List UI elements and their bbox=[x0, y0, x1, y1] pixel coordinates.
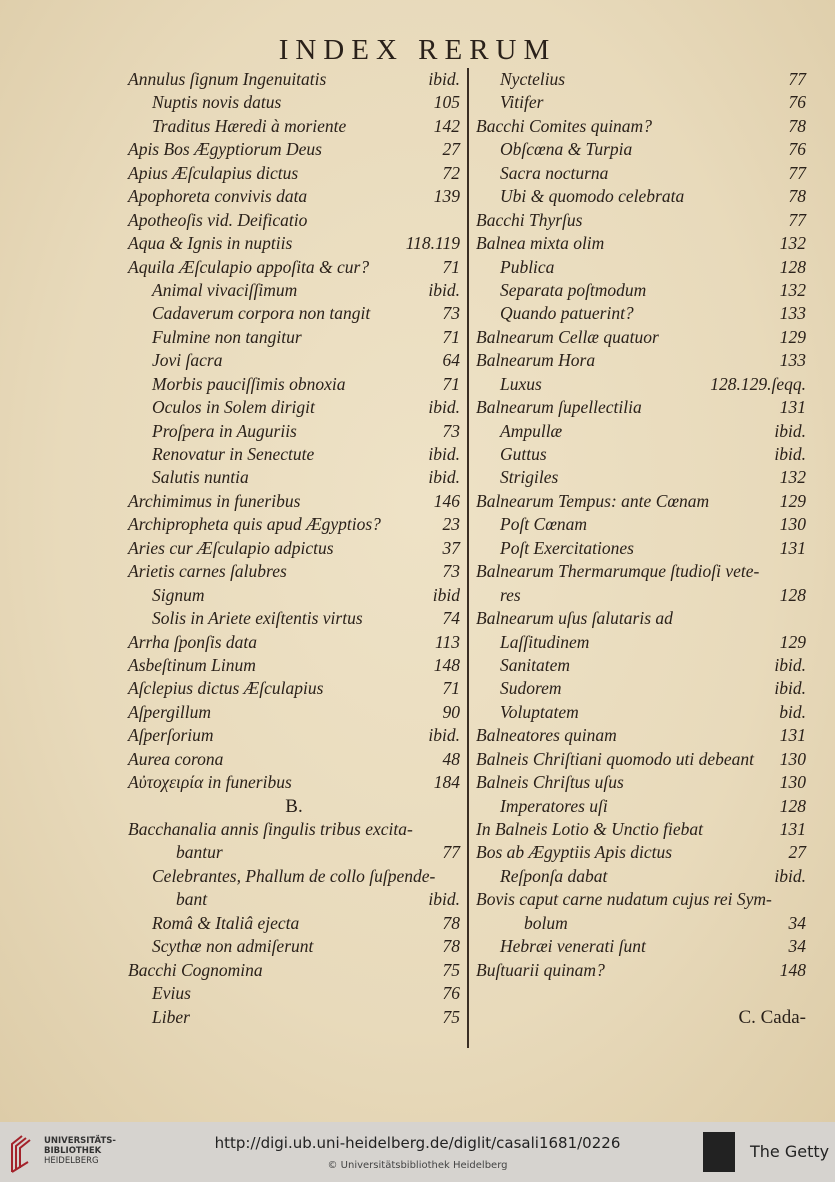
index-entry bbox=[476, 771, 806, 794]
index-entry bbox=[128, 982, 460, 1005]
entry-term: Aquila Æſculapio appoſita & cur? bbox=[128, 256, 370, 277]
entry-term: Animal vivaciſſimum bbox=[152, 279, 298, 300]
entry-term: Apius Æſculapius dictus bbox=[128, 162, 299, 183]
index-entry bbox=[128, 1006, 460, 1029]
entry-page-ref: 184 bbox=[433, 772, 460, 793]
entry-page-ref: 132 bbox=[779, 467, 806, 488]
entry-term: res bbox=[500, 584, 521, 605]
index-entry bbox=[476, 443, 806, 466]
entry-term: Aſclepius dictus Æſculapius bbox=[128, 678, 324, 699]
entry-page-ref: 77 bbox=[788, 209, 806, 230]
index-entry bbox=[128, 209, 460, 232]
entry-term: Aſpergillum bbox=[128, 701, 211, 722]
index-entry bbox=[128, 818, 460, 841]
entry-term: Archipropheta quis apud Ægyptios? bbox=[128, 514, 381, 535]
index-entry bbox=[476, 888, 806, 911]
entry-page-ref: 48 bbox=[442, 748, 460, 769]
entry-page-ref: 131 bbox=[779, 819, 806, 839]
index-entry bbox=[128, 302, 460, 325]
entry-page-ref: 148 bbox=[433, 654, 460, 675]
index-entry bbox=[128, 490, 460, 513]
entry-page-ref: 76 bbox=[788, 92, 806, 113]
index-entry bbox=[476, 701, 806, 724]
entry-term: Balneis Chriſtiani quomodo uti debeant bbox=[476, 748, 755, 769]
index-entry bbox=[128, 631, 460, 654]
entry-page-ref: ibid. bbox=[428, 889, 460, 910]
entry-term: Luxus bbox=[500, 373, 542, 394]
entry-term: Liber bbox=[152, 1006, 190, 1027]
entry-term: Cadaverum corpora non tangit bbox=[152, 303, 371, 324]
entry-term: Laſſitudinem bbox=[500, 631, 590, 652]
index-entry bbox=[128, 232, 460, 255]
entry-page-ref: 72 bbox=[442, 162, 460, 183]
entry-term: Signum bbox=[152, 584, 205, 605]
entry-page-ref: ibid. bbox=[428, 467, 460, 488]
entry-term: Arrha ſponſis data bbox=[128, 631, 258, 652]
entry-page-ref: 23 bbox=[442, 514, 460, 535]
entry-term: Balneatores quinam bbox=[476, 725, 617, 746]
index-entry bbox=[476, 513, 806, 536]
index-entry bbox=[476, 185, 806, 208]
index-entry bbox=[476, 818, 806, 841]
entry-page-ref: 34 bbox=[788, 912, 806, 933]
index-entry bbox=[476, 841, 806, 864]
index-entry bbox=[128, 513, 460, 536]
entry-page-ref: ibid. bbox=[428, 69, 460, 89]
entry-page-ref: ibid. bbox=[428, 444, 460, 464]
entry-page-ref: 130 bbox=[779, 748, 806, 769]
entry-term: Balnearum ſupellectilia bbox=[476, 397, 642, 418]
index-entry bbox=[476, 373, 806, 396]
index-entry bbox=[128, 420, 460, 443]
entry-page-ref: 71 bbox=[442, 373, 460, 394]
library-name-line3: HEIDELBERG bbox=[44, 1156, 99, 1166]
index-entry bbox=[128, 91, 460, 114]
entry-page-ref: 133 bbox=[779, 350, 806, 371]
entry-page-ref: 78 bbox=[788, 115, 806, 136]
getty-logo-icon bbox=[703, 1132, 735, 1172]
entry-page-ref: ibid. bbox=[428, 397, 460, 418]
entry-page-ref: 37 bbox=[442, 537, 460, 558]
index-entry bbox=[476, 209, 806, 232]
index-entry bbox=[476, 256, 806, 279]
index-column-left bbox=[128, 68, 460, 1029]
index-entry bbox=[128, 865, 460, 888]
entry-page-ref: 130 bbox=[779, 772, 806, 793]
index-entry bbox=[128, 841, 460, 864]
entry-term: Proſpera in Auguriis bbox=[152, 420, 297, 441]
entry-term: Arietis carnes ſalubres bbox=[128, 561, 287, 582]
entry-term: Bacchanalia annis ſingulis tribus excita- bbox=[128, 819, 413, 839]
entry-page-ref: 64 bbox=[442, 350, 460, 371]
entry-term: Apophoreta convivis data bbox=[128, 186, 308, 207]
copyright-notice: © Universitätsbibliothek Heidelberg bbox=[327, 1160, 508, 1171]
entry-term: Hebræi venerati ſunt bbox=[500, 936, 646, 957]
entry-term: Separata poſtmodum bbox=[500, 279, 647, 300]
entry-term: Sacra nocturna bbox=[500, 162, 609, 183]
index-entry bbox=[476, 607, 806, 630]
entry-term: Bovis caput carne nudatum cujus rei Sym- bbox=[476, 889, 772, 910]
entry-term: Ampullæ bbox=[500, 420, 563, 441]
index-entry bbox=[476, 326, 806, 349]
index-entry bbox=[476, 912, 806, 935]
index-entry bbox=[128, 349, 460, 372]
entry-term: Αὐτοχειρία in funeribus bbox=[128, 772, 292, 793]
index-entry bbox=[476, 677, 806, 700]
entry-term: Oculos in Solem dirigit bbox=[152, 397, 315, 418]
entry-term: Poſt Exercitationes bbox=[500, 537, 634, 558]
index-entry bbox=[476, 959, 806, 982]
index-entry bbox=[128, 115, 460, 138]
index-entry bbox=[128, 138, 460, 161]
index-entry bbox=[476, 68, 806, 91]
entry-page-ref: 146 bbox=[433, 490, 460, 511]
index-entry bbox=[128, 537, 460, 560]
entry-page-ref: 74 bbox=[442, 608, 460, 629]
entry-term: Archimimus in funeribus bbox=[128, 490, 301, 511]
entry-page-ref: 129 bbox=[779, 490, 806, 511]
entry-page-ref: 73 bbox=[442, 420, 460, 441]
entry-page-ref: 142 bbox=[433, 115, 460, 136]
index-entry bbox=[476, 795, 806, 818]
index-entry bbox=[476, 232, 806, 255]
entry-page-ref: ibid. bbox=[774, 654, 806, 675]
entry-term: Imperatores uſi bbox=[500, 795, 608, 816]
entry-term: Apis Bos Ægyptiorum Deus bbox=[128, 139, 322, 160]
index-entry bbox=[128, 607, 460, 630]
entry-page-ref: 78 bbox=[788, 186, 806, 207]
entry-term: Publica bbox=[500, 256, 555, 277]
entry-term: Evius bbox=[152, 983, 191, 1004]
entry-term: Nyctelius bbox=[500, 69, 566, 89]
index-entry bbox=[128, 912, 460, 935]
entry-term: Celebrantes, Phallum de collo ſuſpende- bbox=[152, 865, 436, 886]
index-entry bbox=[128, 771, 460, 794]
entry-term: Balnearum Cellæ quatuor bbox=[476, 326, 659, 347]
entry-term: Guttus bbox=[500, 444, 547, 464]
index-entry bbox=[128, 326, 460, 349]
entry-page-ref: 77 bbox=[788, 69, 806, 89]
index-entry bbox=[128, 185, 460, 208]
library-name-line1: UNIVERSITÄTS- bbox=[44, 1136, 116, 1146]
entry-page-ref: 128 bbox=[779, 256, 806, 277]
index-entry bbox=[476, 537, 806, 560]
entry-page-ref: 139 bbox=[433, 186, 460, 207]
entry-page-ref: 73 bbox=[442, 561, 460, 582]
index-entry bbox=[128, 724, 460, 747]
entry-term: bant bbox=[176, 889, 208, 910]
entry-term: Quando patuerint? bbox=[500, 303, 634, 324]
entry-term: Solis in Ariete exiſtentis virtus bbox=[152, 608, 363, 629]
entry-page-ref: ibid. bbox=[774, 420, 806, 441]
entry-page-ref: 78 bbox=[442, 936, 460, 957]
entry-page-ref: 71 bbox=[442, 326, 460, 347]
entry-term: Balneis Chriſtus uſus bbox=[476, 772, 624, 793]
entry-page-ref: 148 bbox=[779, 959, 806, 980]
entry-page-ref: 76 bbox=[788, 139, 806, 160]
footer-bar bbox=[0, 1122, 835, 1182]
index-entry bbox=[476, 584, 806, 607]
index-entry bbox=[476, 865, 806, 888]
index-entry bbox=[128, 162, 460, 185]
entry-page-ref: ibid. bbox=[774, 678, 806, 699]
entry-page-ref: 27 bbox=[442, 139, 460, 160]
entry-term: Jovi ſacra bbox=[152, 350, 223, 371]
entry-page-ref: 76 bbox=[442, 983, 460, 1004]
entry-term: Reſponſa dabat bbox=[500, 865, 608, 886]
entry-term: Aurea corona bbox=[128, 748, 224, 769]
index-entry bbox=[476, 724, 806, 747]
index-entry bbox=[476, 654, 806, 677]
index-entry bbox=[128, 396, 460, 419]
entry-page-ref: 128.129.ſeqq. bbox=[710, 373, 806, 394]
entry-term: Balnearum Hora bbox=[476, 350, 596, 371]
permalink-url[interactable]: http://digi.ub.uni-heidelberg.de/diglit/casali1681/0226 bbox=[214, 1134, 621, 1152]
entry-term: Bos ab Ægyptiis Apis dictus bbox=[476, 842, 673, 863]
entry-page-ref: ibid. bbox=[774, 865, 806, 886]
index-entry bbox=[128, 373, 460, 396]
index-entry bbox=[128, 584, 460, 607]
entry-page-ref: 131 bbox=[779, 397, 806, 418]
entry-page-ref: 129 bbox=[779, 326, 806, 347]
index-entry bbox=[128, 256, 460, 279]
entry-term: Scythæ non admiſerunt bbox=[152, 936, 314, 957]
entry-term: Fulmine non tangitur bbox=[152, 326, 302, 347]
entry-term: Nuptis novis datus bbox=[152, 92, 282, 113]
index-entry bbox=[128, 701, 460, 724]
index-column-right bbox=[476, 68, 806, 1029]
entry-page-ref: 27 bbox=[788, 842, 806, 863]
entry-term: Renovatur in Senectute bbox=[152, 444, 315, 464]
entry-page-ref: ibid. bbox=[428, 279, 460, 300]
entry-page-ref: 77 bbox=[442, 842, 460, 863]
entry-term: Voluptatem bbox=[500, 701, 579, 722]
entry-term: Apotheoſis vid. Deificatio bbox=[128, 209, 308, 230]
entry-term: Vitifer bbox=[500, 92, 544, 113]
entry-term: bantur bbox=[176, 842, 223, 863]
index-entry bbox=[128, 560, 460, 583]
index-entry bbox=[128, 443, 460, 466]
index-entry bbox=[476, 349, 806, 372]
entry-term: Poſt Cœnam bbox=[500, 514, 588, 535]
index-entry bbox=[476, 162, 806, 185]
entry-term: Buſtuarii quinam? bbox=[476, 959, 605, 980]
entry-page-ref: 129 bbox=[779, 631, 806, 652]
index-entry bbox=[476, 138, 806, 161]
entry-page-ref: 131 bbox=[779, 725, 806, 746]
index-entry bbox=[128, 279, 460, 302]
entry-page-ref: ibid bbox=[432, 584, 460, 605]
entry-page-ref: 73 bbox=[442, 303, 460, 324]
entry-term: Annulus ſignum Ingenuitatis bbox=[128, 69, 327, 89]
entry-page-ref: 71 bbox=[442, 678, 460, 699]
entry-term: B. bbox=[285, 795, 303, 817]
index-entry bbox=[476, 279, 806, 302]
entry-term: Balnearum Tempus: ante Cœnam bbox=[476, 490, 710, 511]
entry-term: Balnearum uſus ſalutaris ad bbox=[476, 608, 673, 629]
index-entry bbox=[128, 748, 460, 771]
entry-page-ref: 77 bbox=[788, 162, 806, 183]
index-entry bbox=[476, 466, 806, 489]
entry-term: Româ & Italiâ ejecta bbox=[152, 912, 300, 933]
getty-label: The Getty bbox=[750, 1142, 830, 1161]
entry-page-ref: 133 bbox=[779, 303, 806, 324]
index-entry bbox=[128, 888, 460, 911]
entry-term: Bacchi Cognomina bbox=[128, 959, 263, 980]
index-entry bbox=[476, 115, 806, 138]
column-divider bbox=[467, 68, 469, 1048]
entry-page-ref: 131 bbox=[779, 537, 806, 558]
entry-term: Sudorem bbox=[500, 678, 562, 699]
entry-page-ref: 128 bbox=[779, 584, 806, 605]
entry-term: Salutis nuntia bbox=[152, 467, 249, 488]
index-entry bbox=[128, 466, 460, 489]
index-entry bbox=[476, 748, 806, 771]
entry-term: bolum bbox=[524, 912, 568, 933]
index-entry bbox=[128, 935, 460, 958]
entry-term: Morbis pauciſſimis obnoxia bbox=[152, 373, 346, 394]
index-entry bbox=[476, 631, 806, 654]
entry-page-ref: ibid. bbox=[428, 725, 460, 746]
entry-page-ref: 118.119 bbox=[405, 233, 460, 254]
entry-term: C. Cada- bbox=[738, 1006, 806, 1028]
entry-page-ref: 71 bbox=[442, 256, 460, 277]
entry-term: Balnearum Thermarumque ſtudioſi vete- bbox=[476, 561, 760, 582]
entry-page-ref: 75 bbox=[442, 959, 460, 980]
entry-term: Obſcœna & Turpia bbox=[500, 139, 633, 160]
entry-page-ref: ibid. bbox=[774, 444, 806, 464]
entry-page-ref: bid. bbox=[779, 701, 806, 722]
entry-page-ref: 132 bbox=[779, 233, 806, 254]
entry-term: In Balneis Lotio & Unctio fiebat bbox=[476, 819, 703, 839]
entry-term: Asbeſtinum Linum bbox=[128, 654, 256, 675]
entry-page-ref: 90 bbox=[442, 701, 460, 722]
index-entry bbox=[476, 560, 806, 583]
entry-term: Ubi & quomodo celebrata bbox=[500, 186, 685, 207]
entry-term: Sanitatem bbox=[500, 654, 570, 675]
entry-term: Traditus Hæredi à moriente bbox=[152, 115, 347, 136]
page-title: INDEX RERUM bbox=[278, 34, 557, 66]
index-entry bbox=[476, 420, 806, 443]
index-entry bbox=[476, 302, 806, 325]
entry-page-ref: 105 bbox=[433, 92, 460, 113]
entry-page-ref: 130 bbox=[779, 514, 806, 535]
library-name-line2: BIBLIOTHEK bbox=[44, 1146, 102, 1156]
index-entry bbox=[128, 677, 460, 700]
index-entry bbox=[128, 68, 460, 91]
index-entry bbox=[128, 654, 460, 677]
entry-term: Aqua & Ignis in nuptiis bbox=[128, 233, 293, 254]
entry-term: Aries cur Æſculapio adpictus bbox=[128, 537, 334, 558]
entry-term: Balnea mixta olim bbox=[476, 233, 605, 254]
index-entry bbox=[476, 935, 806, 958]
entry-term: Bacchi Comites quinam? bbox=[476, 115, 652, 136]
entry-page-ref: 75 bbox=[442, 1006, 460, 1027]
index-entry bbox=[476, 91, 806, 114]
index-entry bbox=[128, 959, 460, 982]
entry-page-ref: 34 bbox=[788, 936, 806, 957]
index-entry bbox=[476, 396, 806, 419]
catchword bbox=[476, 1006, 806, 1029]
entry-page-ref: 78 bbox=[442, 912, 460, 933]
entry-term: Bacchi Thyrſus bbox=[476, 209, 583, 230]
entry-term: Aſperſorium bbox=[128, 725, 214, 746]
entry-page-ref: 132 bbox=[779, 279, 806, 300]
index-entry bbox=[476, 490, 806, 513]
entry-term: Strigiles bbox=[500, 467, 559, 488]
index-entry bbox=[476, 982, 806, 1005]
entry-page-ref: 128 bbox=[779, 795, 806, 816]
section-letter bbox=[128, 795, 460, 818]
entry-page-ref: 113 bbox=[435, 631, 460, 652]
